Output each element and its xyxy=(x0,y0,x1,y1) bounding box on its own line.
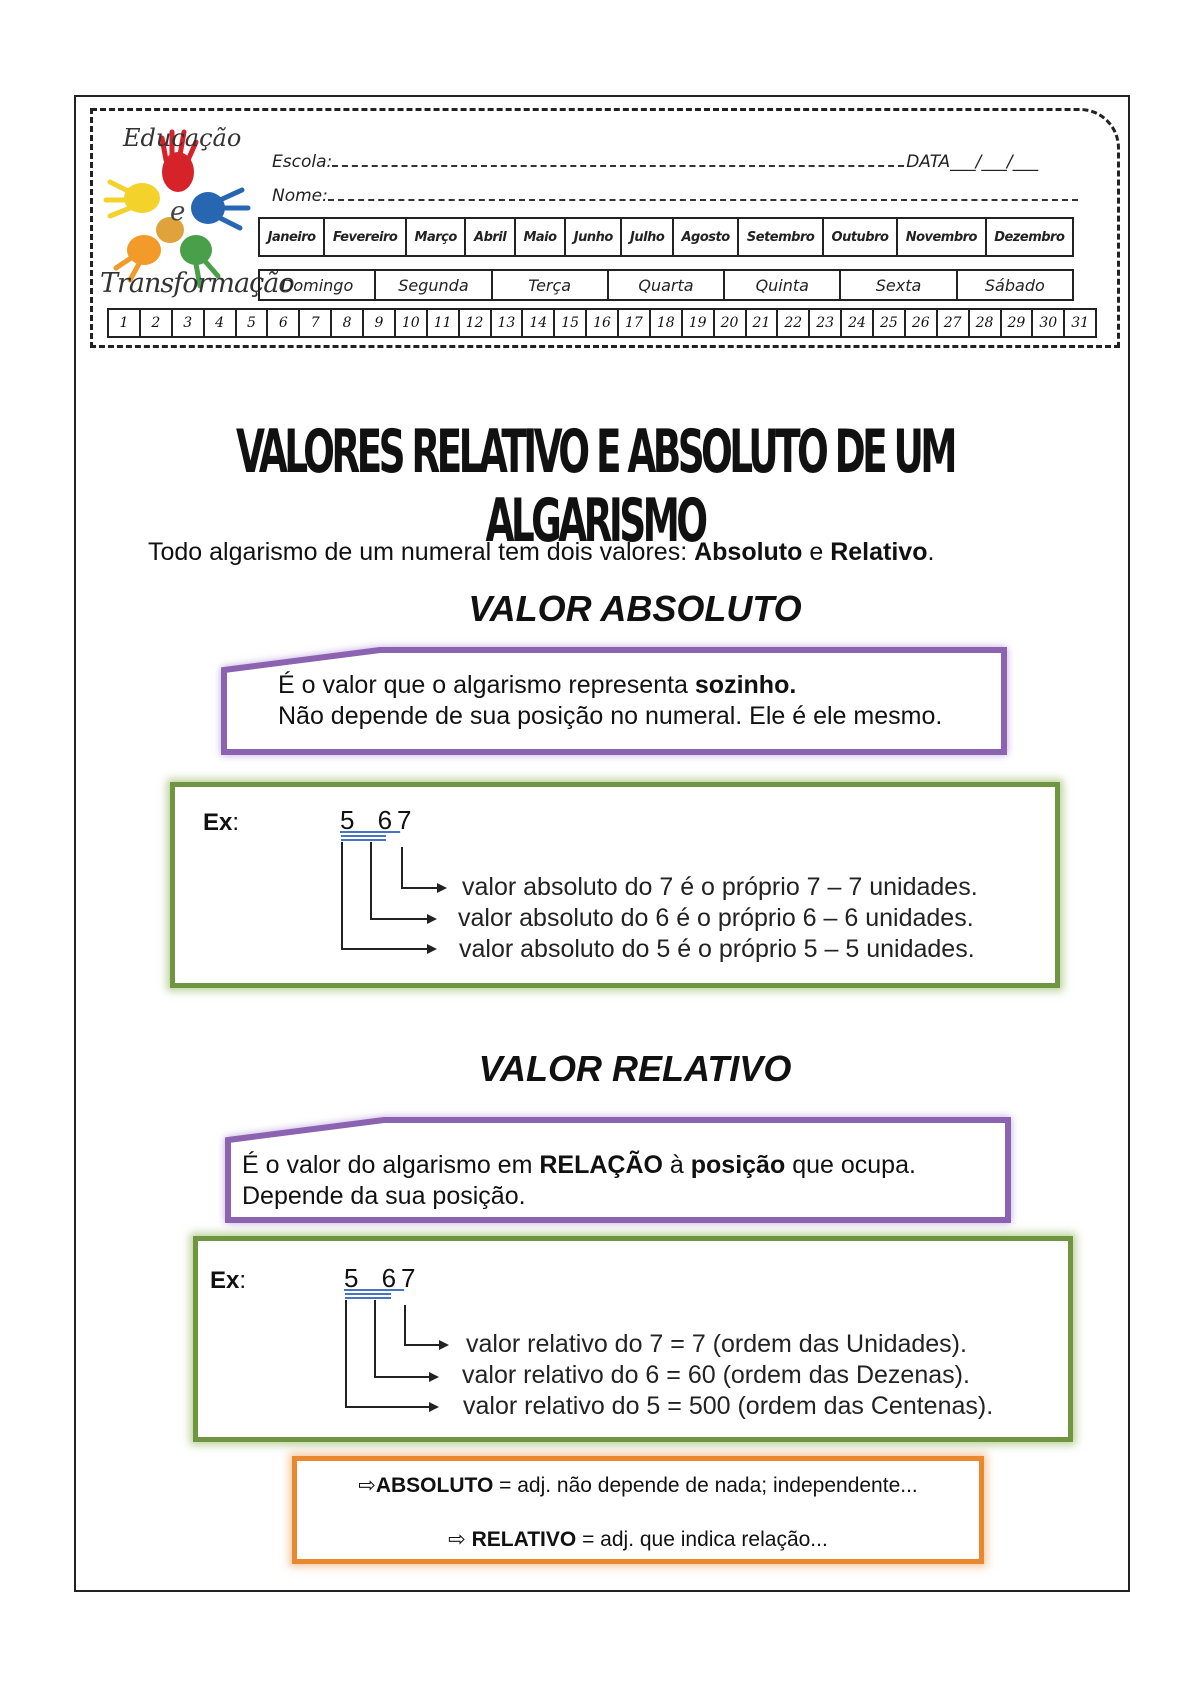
day-cell[interactable]: 21 xyxy=(747,310,779,336)
day-cell[interactable]: 19 xyxy=(683,310,715,336)
name-blank xyxy=(328,199,1078,201)
heading-valor-relativo: VALOR RELATIVO xyxy=(478,1048,792,1089)
example-last-digit: 7 xyxy=(401,1263,424,1293)
month-cell[interactable]: Outubro xyxy=(824,219,898,255)
month-cell[interactable]: Abril xyxy=(466,219,515,255)
absoluto-definition-text xyxy=(278,670,942,732)
weekday-cell[interactable]: Sexta xyxy=(841,271,957,299)
day-cell[interactable]: 3 xyxy=(173,310,205,336)
intro-text-start: Todo algarismo de um numeral tem dois valores: xyxy=(148,538,695,566)
heading-valor-absoluto: VALOR ABSOLUTO xyxy=(468,588,802,629)
day-cell[interactable]: 23 xyxy=(810,310,842,336)
absoluto-def-line1: É o valor que o algarismo representa xyxy=(278,671,695,699)
relativo-def-line1: É o valor do algarismo em xyxy=(242,1151,540,1179)
day-cell[interactable]: 8 xyxy=(332,310,364,336)
intro-end: . xyxy=(927,538,935,566)
absoluto-example-box xyxy=(170,782,1060,988)
relativo-def-bold1: RELAÇÃO xyxy=(539,1151,663,1179)
day-cell[interactable]: 6 xyxy=(268,310,300,336)
definitions-box xyxy=(292,1456,984,1564)
month-cell[interactable]: Janeiro xyxy=(260,219,325,255)
relativo-def-mid: à xyxy=(662,1151,691,1179)
days-row xyxy=(107,308,1097,338)
month-cell[interactable]: Maio xyxy=(516,219,566,255)
school-blank xyxy=(332,165,904,167)
month-cell[interactable]: Março xyxy=(407,219,466,255)
intro-absoluto: Absoluto xyxy=(694,538,803,566)
example-number: 5 6 xyxy=(344,1263,405,1293)
example-line: valor absoluto do 6 é o próprio 6 – 6 unidades. xyxy=(458,904,974,932)
weekday-cell[interactable]: Terça xyxy=(493,271,609,299)
name-field[interactable] xyxy=(272,186,1082,206)
day-cell[interactable]: 5 xyxy=(237,310,269,336)
absoluto-def-bold: sozinho. xyxy=(694,671,797,699)
relativo-def-end: que ocupa. xyxy=(785,1151,916,1179)
day-cell[interactable]: 14 xyxy=(523,310,555,336)
month-cell[interactable]: Fevereiro xyxy=(325,219,407,255)
day-cell[interactable]: 24 xyxy=(842,310,874,336)
definition-relativo-term: RELATIVO xyxy=(471,1528,577,1551)
day-cell[interactable]: 18 xyxy=(651,310,683,336)
example-line: valor absoluto do 5 é o próprio 5 – 5 unidades. xyxy=(459,935,975,963)
day-cell[interactable]: 22 xyxy=(778,310,810,336)
weekday-cell[interactable]: Quarta xyxy=(609,271,725,299)
example-line: valor relativo do 7 = 7 (ordem das Unidades). xyxy=(466,1330,967,1358)
relativo-def-line2: Depende da sua posição. xyxy=(242,1182,526,1210)
month-cell[interactable]: Novembro xyxy=(898,219,987,255)
day-cell[interactable]: 10 xyxy=(396,310,428,336)
day-cell[interactable]: 31 xyxy=(1071,315,1090,331)
relativo-example-box xyxy=(193,1236,1073,1442)
definition-absoluto-text: = adj. não depende de nada; independente... xyxy=(493,1474,918,1497)
day-cell[interactable]: 1 xyxy=(109,310,141,336)
school-field[interactable] xyxy=(272,152,1082,172)
logo-e-text: e xyxy=(170,197,186,227)
right-arrow-icon: ⇨ xyxy=(448,1528,466,1551)
month-cell[interactable]: Julho xyxy=(622,219,673,255)
definition-absoluto xyxy=(297,1473,979,1498)
weekday-cell[interactable]: Quinta xyxy=(725,271,841,299)
example-line: valor relativo do 6 = 60 (ordem das Dezenas). xyxy=(462,1361,970,1389)
definition-relativo xyxy=(297,1527,979,1552)
name-label: Nome: xyxy=(272,186,328,206)
example-last-digit: 7 xyxy=(397,805,420,835)
day-cell[interactable]: 17 xyxy=(619,310,651,336)
example-line: valor absoluto do 7 é o próprio 7 – 7 unidades. xyxy=(462,873,978,901)
definition-relativo-text: = adj. que indica relação... xyxy=(576,1528,828,1551)
weekday-cell[interactable]: Domingo xyxy=(260,271,376,299)
weekday-cell[interactable]: Sábado xyxy=(984,275,1045,295)
day-cell[interactable]: 9 xyxy=(364,310,396,336)
day-cell[interactable]: 11 xyxy=(428,310,460,336)
months-row xyxy=(258,217,1074,257)
day-cell[interactable]: 28 xyxy=(970,310,1002,336)
intro-middle: e xyxy=(802,538,831,566)
intro-relativo: Relativo xyxy=(830,538,928,566)
example-line: valor relativo do 5 = 500 (ordem das Centenas). xyxy=(463,1392,994,1420)
absoluto-def-line2: Não depende de sua posição no numeral. Ele é ele mesmo. xyxy=(278,702,943,730)
relativo-definition-text xyxy=(242,1150,916,1212)
relativo-def-bold2: posição xyxy=(690,1151,786,1179)
school-label: Escola: xyxy=(272,152,333,172)
example-number: 5 6 xyxy=(340,805,401,835)
day-cell[interactable]: 4 xyxy=(205,310,237,336)
day-cell[interactable]: 7 xyxy=(300,310,332,336)
weekday-cell[interactable]: Segunda xyxy=(376,271,492,299)
month-cell[interactable]: Junho xyxy=(566,219,622,255)
day-cell[interactable]: 2 xyxy=(141,310,173,336)
day-cell[interactable]: 30 xyxy=(1033,310,1065,336)
page-title: VALORES RELATIVO E ABSOLUTO DE UM ALGARISMO xyxy=(236,418,954,556)
day-cell[interactable]: 20 xyxy=(715,310,747,336)
month-cell[interactable]: Agosto xyxy=(674,219,739,255)
date-label: DATA___/___/___ xyxy=(906,152,1039,172)
example-label: Ex: xyxy=(210,1267,247,1294)
day-cell[interactable]: 29 xyxy=(1002,310,1034,336)
day-cell[interactable]: 12 xyxy=(460,310,492,336)
day-cell[interactable]: 25 xyxy=(874,310,906,336)
day-cell[interactable]: 27 xyxy=(938,310,970,336)
definition-absoluto-term: ABSOLUTO xyxy=(375,1474,494,1497)
day-cell[interactable]: 15 xyxy=(555,310,587,336)
month-cell[interactable]: Setembro xyxy=(739,219,824,255)
day-cell[interactable]: 16 xyxy=(587,310,619,336)
intro-text xyxy=(148,538,934,567)
right-arrow-icon: ⇨ xyxy=(358,1474,376,1497)
day-cell[interactable]: 13 xyxy=(492,310,524,336)
logo-text-top: Educação xyxy=(123,124,242,152)
day-cell[interactable]: 26 xyxy=(906,310,938,336)
month-cell[interactable]: Dezembro xyxy=(994,229,1065,245)
example-label: Ex: xyxy=(203,809,240,836)
weekdays-row xyxy=(258,269,1074,301)
logo-text-bottom: Transformação xyxy=(100,268,294,299)
